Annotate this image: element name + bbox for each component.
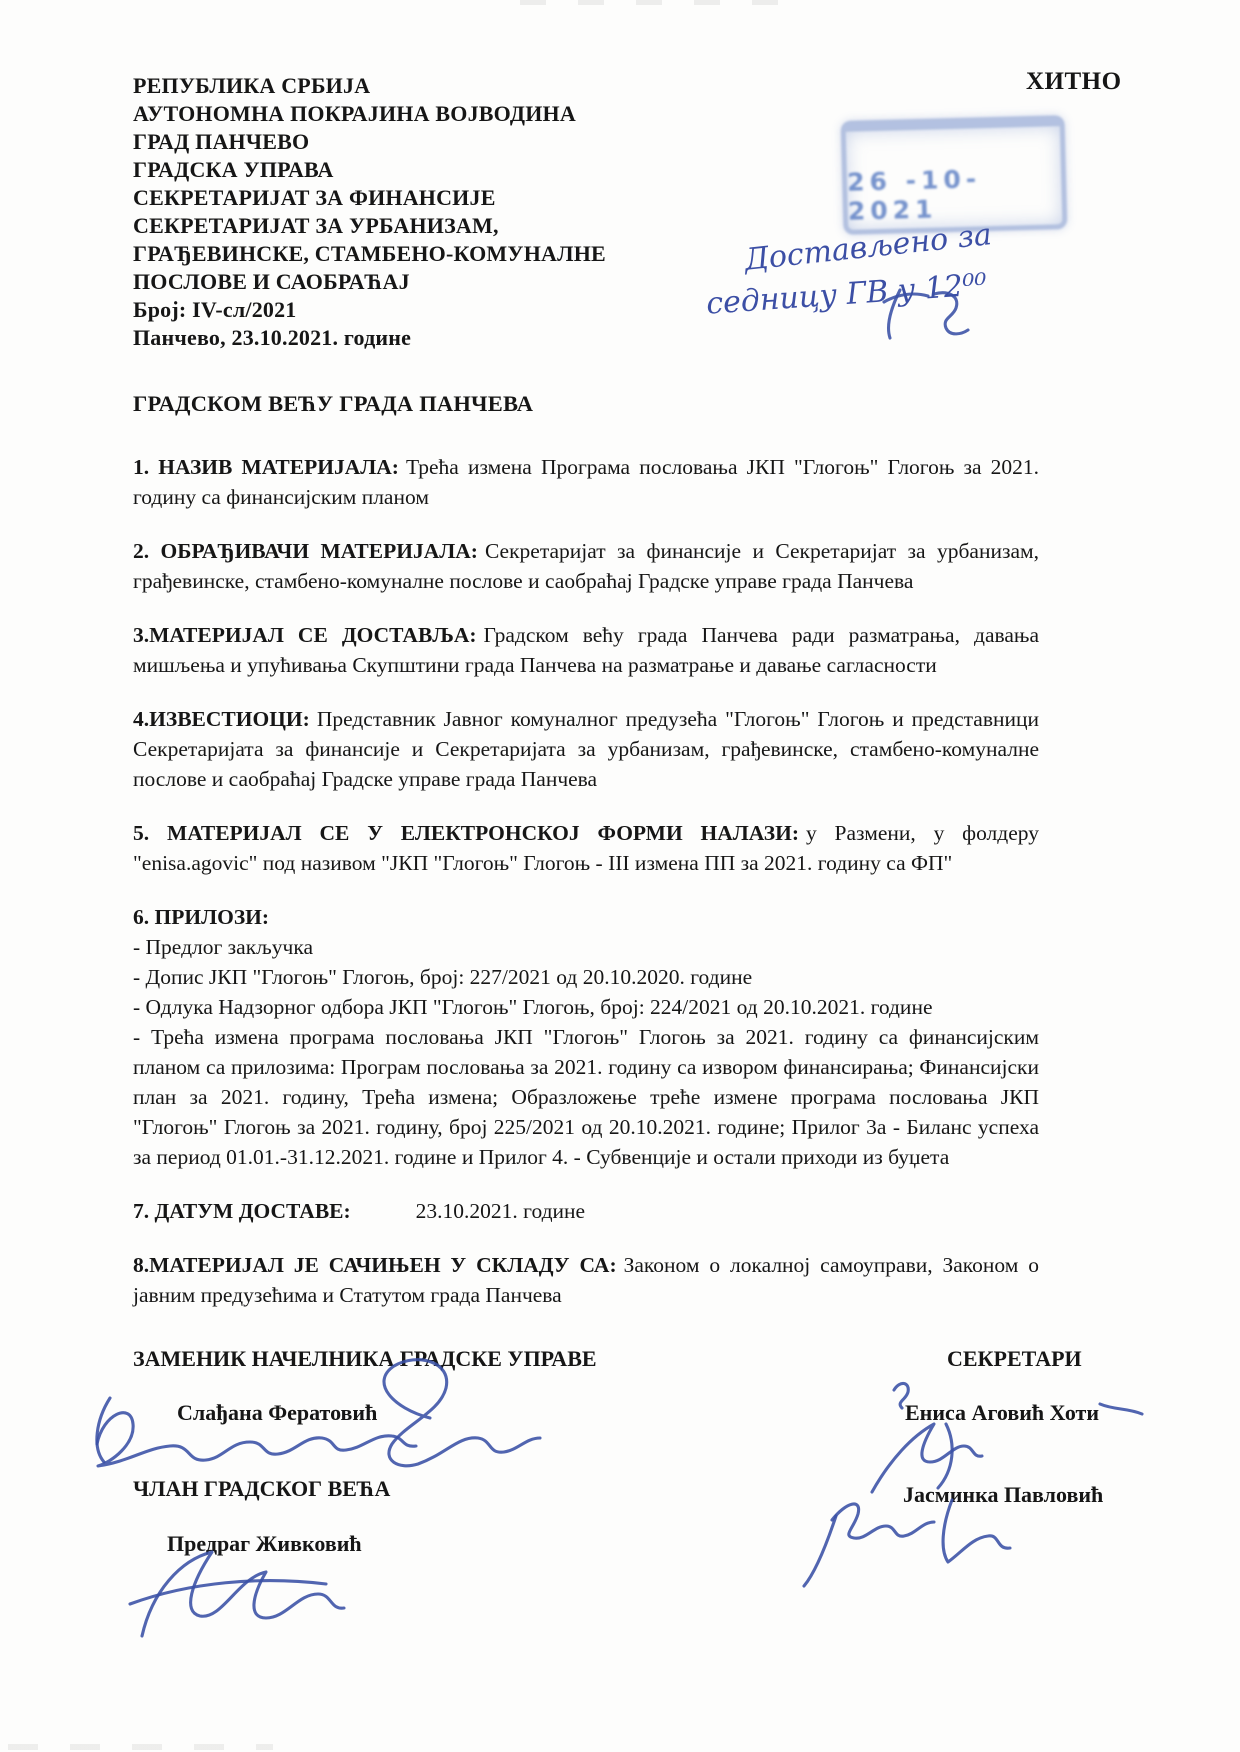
item-label: 5. МАТЕРИЈАЛ СЕ У ЕЛЕКТРОНСКОЈ ФОРМИ НАЛАЗИ: <box>133 821 799 845</box>
letterhead <box>133 72 753 352</box>
document-body <box>133 452 1039 1334</box>
letterhead-line: ГРАД ПАНЧЕВО <box>133 129 310 154</box>
signature-name-pavlovic: Јасминка Павловић <box>903 1482 1104 1507</box>
document-date-place: Панчево, 23.10.2021. године <box>133 325 412 350</box>
letterhead-line: АУТОНОМНА ПОКРАЈИНА ВОЈВОДИНА <box>133 101 576 126</box>
attachment-line: - Допис ЈКП "Глогоњ" Глогоњ, број: 227/2021 од 20.10.2020. године <box>133 965 753 989</box>
letterhead-line: ПОСЛОВЕ И САОБРАЋАЈ <box>133 269 410 294</box>
legal-label: 8.МАТЕРИЈАЛ ЈЕ САЧИЊЕН У СКЛАДУ СА: <box>133 1253 617 1277</box>
document-number: Број: IV-сл/2021 <box>133 297 297 322</box>
item-paragraph-3 <box>133 620 1039 680</box>
letterhead-line: СЕКРЕТАРИЈАТ ЗА ФИНАНСИЈЕ <box>133 185 496 210</box>
item-text: Представник Јавног комуналног предузећа "Глогоњ" Глогоњ и представници Секретаријата за финансије и Секретаријата за урбанизам, грађевинске, стамбено-комуналне послове и саобраћај Градске управе града Панчева <box>133 707 1039 791</box>
scan-artifact-top <box>520 0 780 5</box>
delivery-value: 23.10.2021. године <box>415 1199 586 1223</box>
attachments-label: 6. ПРИЛОЗИ: <box>133 905 270 929</box>
item-paragraph-2 <box>133 536 1039 596</box>
signature-name-agovic: Ениса Аговић Хоти <box>905 1400 1100 1425</box>
handwritten-note-line2: седницу ГВ у 12⁰⁰ <box>705 267 989 322</box>
item-label: 1. НАЗИВ МАТЕРИЈАЛА: <box>133 455 399 479</box>
item-paragraph-5 <box>133 818 1039 878</box>
attachments-section <box>133 902 1039 1172</box>
signature-scribble-zivkovic <box>130 1552 344 1636</box>
signature-title-secretaries: СЕКРЕТАРИ <box>947 1346 1082 1371</box>
received-date-stamp <box>841 115 1068 235</box>
item-label: 4.ИЗВЕСТИОЦИ: <box>133 707 310 731</box>
attachment-line: - Трећа измена програма пословања ЈКП "Глогоњ" Глогоњ за 2021. годину са финансијским планом са прилозима: Програм пословања за 2021. годину са извором финансирања; Финансијски план за 2021. годину, Трећа измена; Образложење треће измене програма пословања ЈКП "Глогоњ" Глогоњ за 2021. годину, број 225/2021 од 20.10.2021. године; Прилог 3а - Биланс успеха за период 01.01.-31.12.2021. године и Прилог 4. - Субвенције и остали приходи из буџета <box>133 1025 1039 1169</box>
scan-artifact-bottom <box>8 1744 273 1750</box>
letterhead-line: РЕПУБЛИКА СРБИЈА <box>133 73 371 98</box>
signature-name-feratovic: Слађана Фератовић <box>177 1400 378 1425</box>
letterhead-line: ГРАДСКА УПРАВА <box>133 157 334 182</box>
item-paragraph-4 <box>133 704 1039 794</box>
urgent-label: ХИТНО <box>1026 68 1122 95</box>
signature-title-deputy-chief: ЗАМЕНИК НАЧЕЛНИКА ГРАДСКЕ УПРАВЕ <box>133 1346 597 1371</box>
stamp-date: 26 -10- 2021 <box>846 164 982 226</box>
legal-text: Законом о локалној самоуправи, Законом о јавним предузећима и Статутом града Панчева <box>133 1253 1039 1307</box>
attachment-line: - Одлука Надзорног одбора ЈКП "Глогоњ" Глогоњ, број: 224/2021 од 20.10.2021. године <box>133 995 933 1019</box>
handwritten-note-line1: Достављено за <box>742 217 994 278</box>
delivery-label: 7. ДАТУМ ДОСТАВЕ: <box>133 1199 351 1223</box>
signature-name-zivkovic: Предраг Живковић <box>167 1531 362 1556</box>
item-text: Градском већу града Панчева ради разматрања, давања мишљења и упућивања Скупштини града Панчева на разматрање и давање сагласности <box>133 623 1039 677</box>
item-text: Секретаријат за финансије и Секретаријат за урбанизам, грађевинске, стамбено-комуналне послове и саобраћај Градске управе града Панчева <box>133 539 1039 593</box>
addressee-line: ГРАДСКОМ ВЕЋУ ГРАДА ПАНЧЕВА <box>133 391 534 416</box>
delivery-date-line <box>133 1196 1039 1226</box>
item-text: Трећа измена Програма пословања ЈКП "Глогоњ" Глогоњ за 2021. годину са финансијским планом <box>133 455 1040 509</box>
item-text: у Размени, у фолдеру "enisa.agovic" под називом "ЈКП "Глогоњ" Глогоњ - III измена ПП за 2021. годину са ФП" <box>133 821 1039 875</box>
item-label: 3.МАТЕРИЈАЛ СЕ ДОСТАВЉА: <box>133 623 477 647</box>
signature-scribble-pavlovic <box>804 1500 1010 1586</box>
legal-basis-line <box>133 1250 1039 1310</box>
letterhead-line: ГРАЂЕВИНСКЕ, СТАМБЕНО-КОМУНАЛНЕ <box>133 241 606 266</box>
signature-title-council-member: ЧЛАН ГРАДСКОГ ВЕЋА <box>133 1476 391 1501</box>
item-paragraph-1 <box>133 452 1039 512</box>
letterhead-line: СЕКРЕТАРИЈАТ ЗА УРБАНИЗАМ, <box>133 213 499 238</box>
item-label: 2. ОБРАЂИВАЧИ МАТЕРИЈАЛА: <box>133 539 478 563</box>
attachment-line: - Предлог закључка <box>133 935 314 959</box>
